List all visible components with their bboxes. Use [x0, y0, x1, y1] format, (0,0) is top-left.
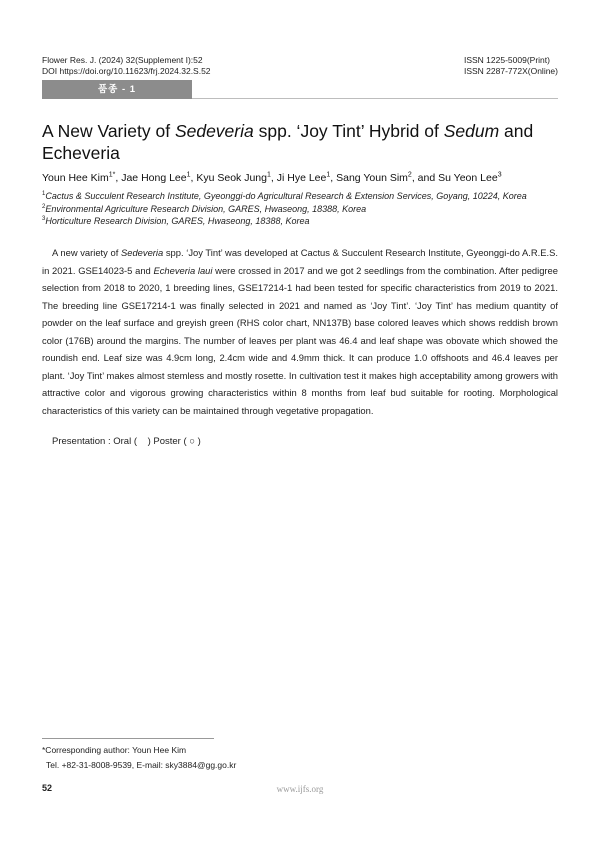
- affiliation-item: [42, 215, 562, 228]
- affiliation-text: Horticulture Research Division, GARES, Hwaseong, 18388, Korea: [45, 216, 310, 226]
- corresponding-author: *Corresponding author: Youn Hee Kim: [42, 745, 187, 755]
- author-name: Jae Hong Lee: [121, 172, 187, 184]
- author-list: [42, 172, 562, 185]
- title-genus-sedeveria: Sedeveria: [174, 121, 254, 141]
- title-genus-sedum: Sedum: [443, 121, 500, 141]
- author-name: Kyu Seok Jung: [196, 172, 267, 184]
- issn-online: ISSN 2287-772X(Online): [463, 66, 558, 76]
- journal-citation: Flower Res. J. (2024) 32(Supplement I):52: [42, 55, 203, 65]
- journal-header-right: [464, 55, 558, 77]
- presentation-type: Presentation : Oral ( ) Poster ( ○ ): [52, 436, 201, 447]
- author-separator: , and: [411, 172, 439, 184]
- author-separator: ,: [270, 172, 277, 184]
- abstract-text: A new variety of: [52, 247, 121, 258]
- affiliation-text: Cactus & Succulent Research Institute, Gyeonggi-do Agricultural Research & Extension Services, Goyang, 10224, Korea: [45, 191, 527, 201]
- affiliation-item: [42, 190, 562, 203]
- author-affil-mark: 2: [407, 171, 412, 179]
- section-divider: [192, 98, 558, 99]
- abstract-text: spp. ‘Joy Tint’ was developed at Cactus & Succulent Research Institute, Gyeonggi-do A.R.E.S. in 2021. GSE14023-5 and: [42, 247, 558, 276]
- author-affil-mark: 1: [267, 171, 271, 179]
- abstract-body: [42, 244, 558, 419]
- author-name: Ji Hye Lee: [276, 172, 327, 184]
- abstract-text: were crossed in 2017 and we got 2 seedlings from the combination. After pedigree selection from 2018 to 2020, 1 breeding lines, GSE17214-1 had been tested for specific characteristics from 2019 to 2021. The breeding line GSE17214-1 was finally selected in 2021 and named as ‘Joy Tint’. ‘Joy Tint’ has medium quantity of powder on the leaf surface and greyish green (RHS color chart, NN137B) base colored leaves which shows reddish brown color (176B) around the margins. The number of leaves per plant was 46.4 and leaf shape was obovate which showed the roundish end. Leaf size was 4.9cm long, 2.4cm wide and 4.9mm thick. It can produce 1.0 offshoots and 46.4 leaves per plant. ‘Joy Tint’ makes almost stemless and mostly rosette. In cultivation test it makes high acceptability among growers with attractive color and vigorous growing characteristics within 8 months from leaf bud suitable for rooting. Morphological characteristics of this variety can be maintained through vegetative propagation.: [42, 264, 558, 416]
- journal-website: www.ijfs.org: [276, 784, 324, 794]
- abstract-genus-sedeveria: Sedeveria: [120, 247, 164, 258]
- affiliation-mark: 1: [42, 191, 46, 197]
- title-part2: spp. ‘Joy Tint’ Hybrid of: [253, 121, 444, 141]
- footnote-divider: [42, 738, 214, 739]
- page-number: 52: [42, 783, 53, 793]
- author-separator: ,: [115, 172, 122, 184]
- affiliation-text: Environmental Agriculture Research Division, GARES, Hwaseong, 18388, Korea: [45, 203, 367, 214]
- title-part1: A New Variety of: [42, 121, 175, 141]
- author-name: Su Yeon Lee: [438, 172, 498, 184]
- affiliation-mark: 2: [42, 203, 46, 210]
- author-affil-mark: 1: [186, 171, 191, 179]
- doi-line: DOI https://doi.org/10.11623/frj.2024.32.S.52: [42, 66, 211, 76]
- author-separator: ,: [190, 172, 197, 184]
- contact-info: Tel. +82-31-8008-9539, E-mail: sky3884@gg.go.kr: [46, 760, 237, 770]
- section-tag: 품종 - 1: [42, 80, 192, 99]
- author-name: Sang Youn Sim: [336, 172, 408, 184]
- author-affil-mark: 1: [326, 171, 331, 179]
- journal-header-left: [42, 55, 211, 77]
- affiliation-list: [42, 190, 562, 228]
- author-affil-mark: 1*: [108, 171, 116, 179]
- affiliation-item: [42, 203, 562, 216]
- abstract-species-echeveria-laui: Echeveria laui: [153, 264, 213, 276]
- paper-title: [42, 120, 562, 164]
- author-separator: ,: [330, 172, 337, 184]
- issn-print: ISSN 1225-5009(Print): [463, 55, 550, 65]
- title-part3: and Echeveria: [42, 121, 534, 163]
- author-name: Youn Hee Kim: [42, 172, 109, 184]
- affiliation-mark: 3: [42, 216, 46, 222]
- author-affil-mark: 3: [497, 171, 502, 179]
